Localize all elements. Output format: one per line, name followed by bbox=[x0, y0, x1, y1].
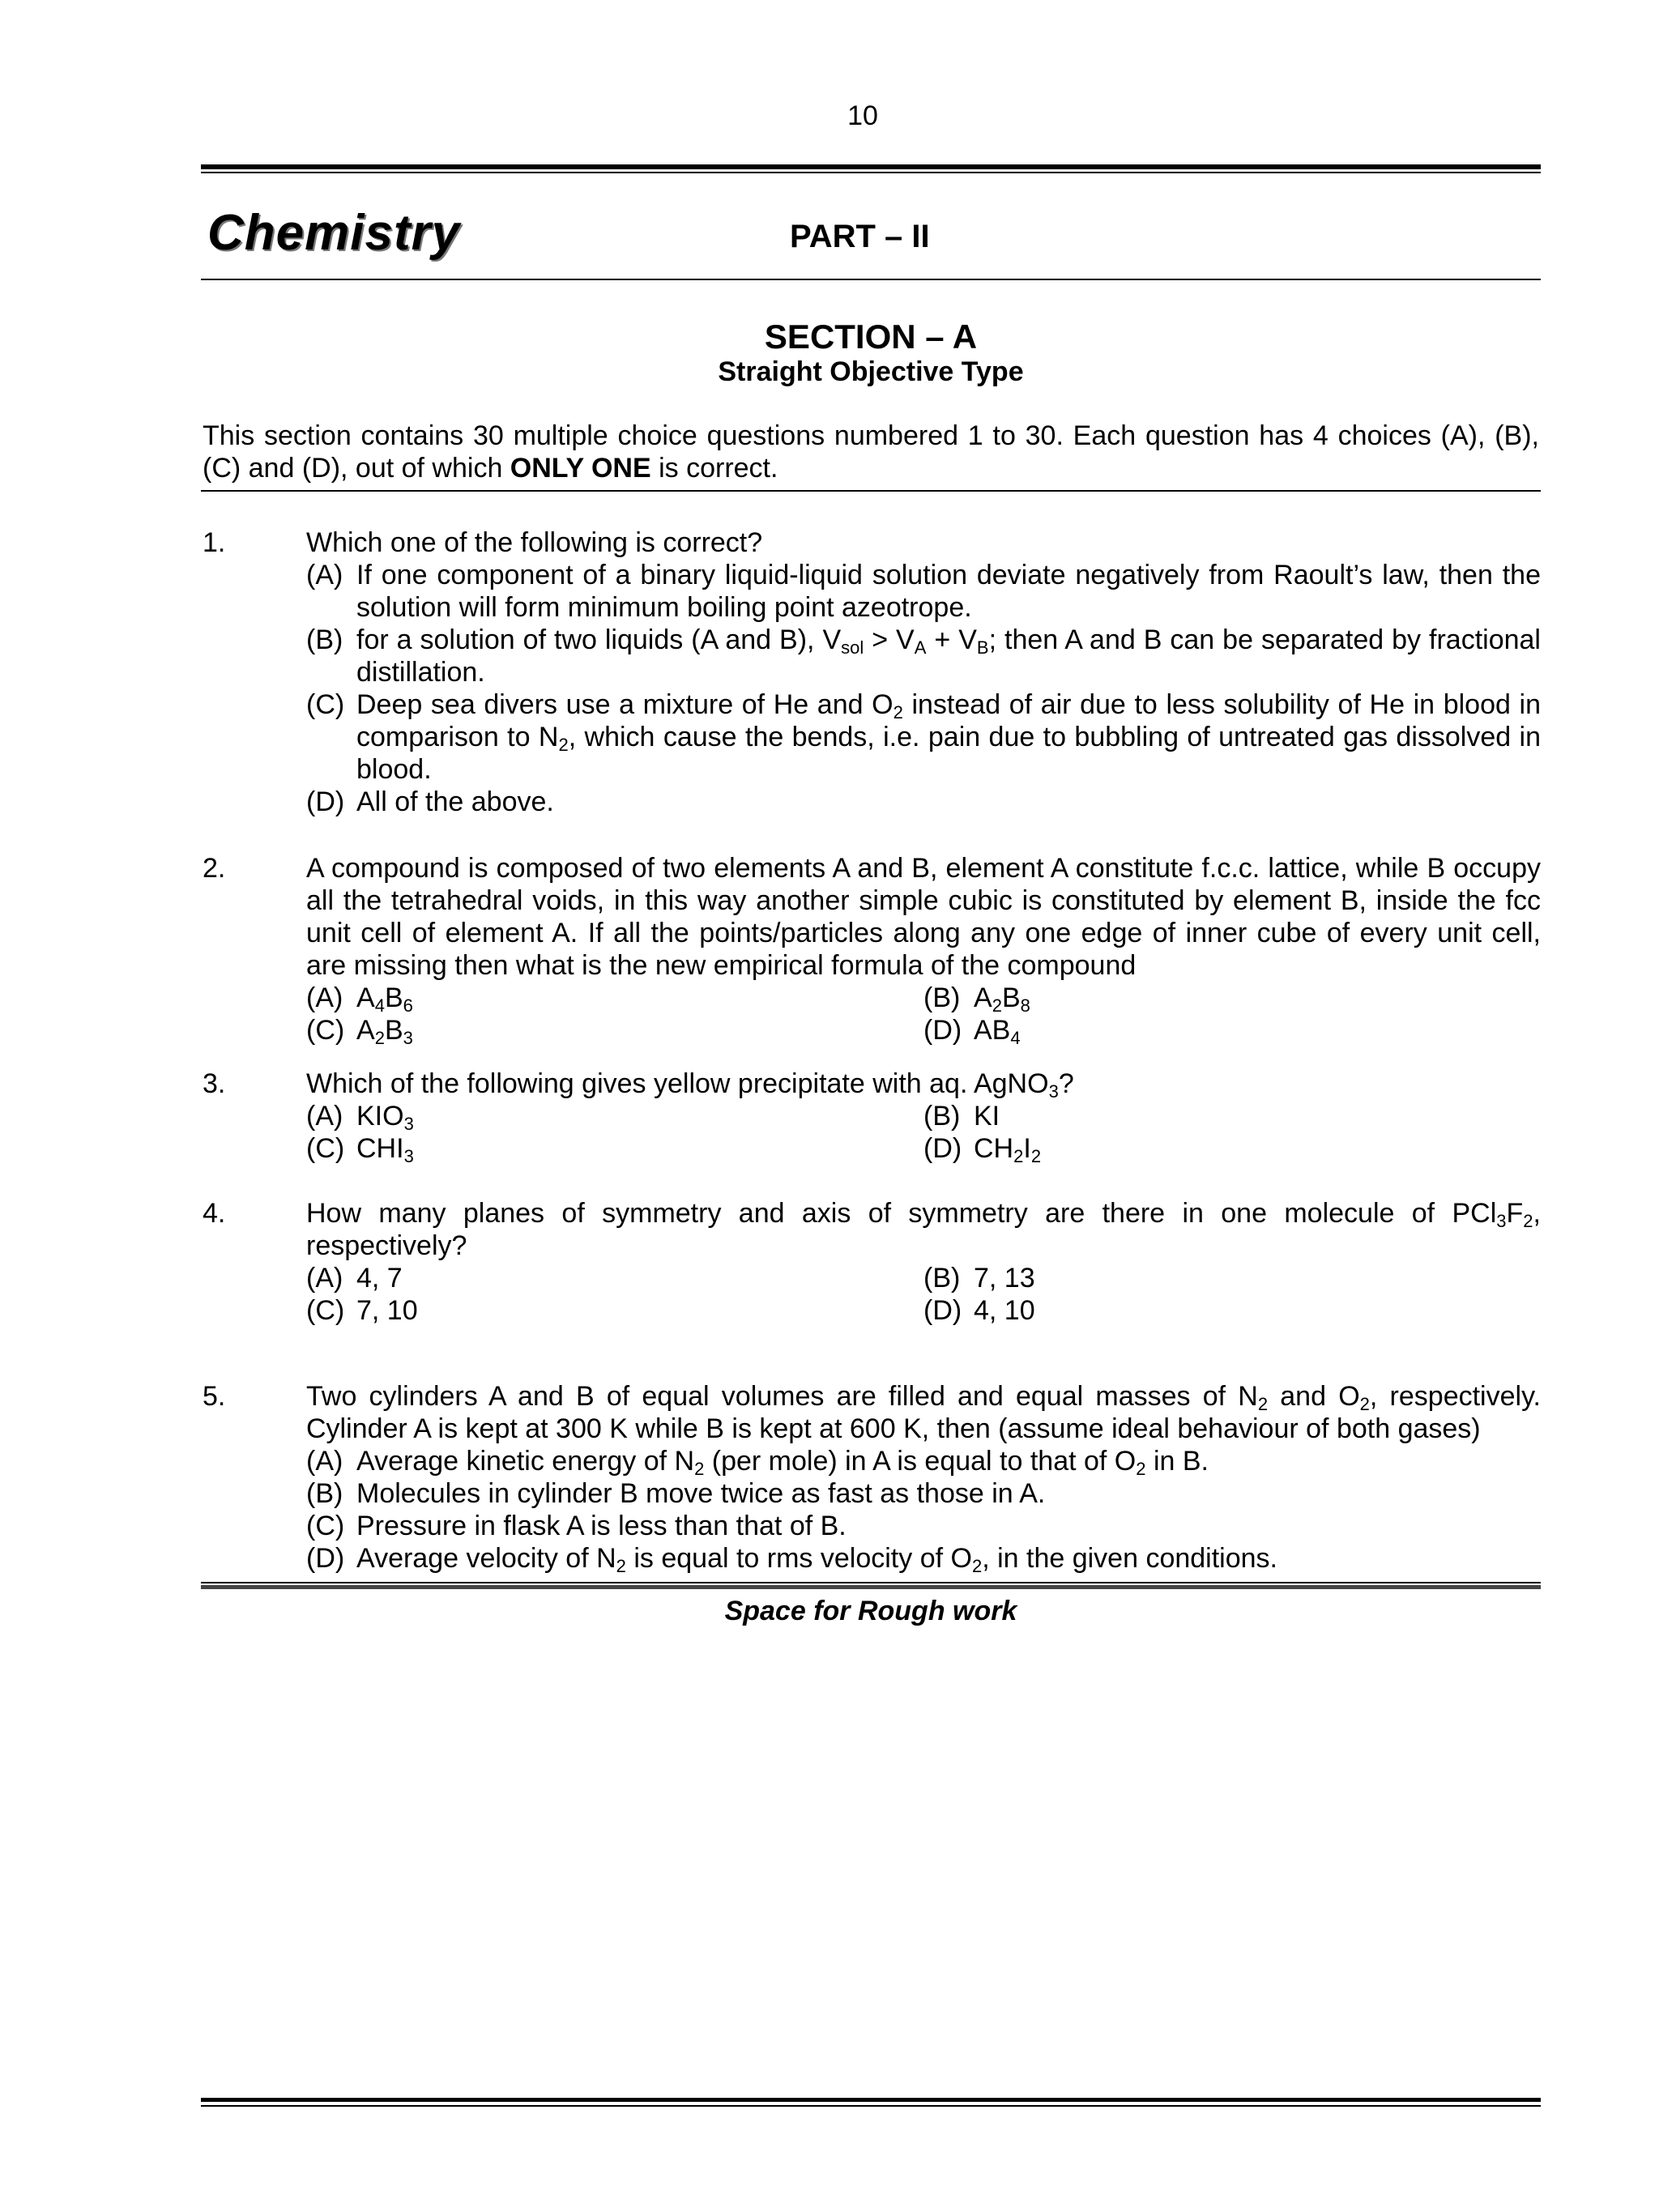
option-d: (D) All of the above. bbox=[306, 786, 554, 817]
options bbox=[306, 559, 1541, 818]
option-a: (A) $KIO_3$ bbox=[306, 1101, 414, 1134]
option-a: (A) Average kinetic energy of $N_2$ (per mole) in A is equal to that of $O_2$ in B. bbox=[306, 1446, 1209, 1479]
option-c: (C) Pressure in flask A is less than that of B. bbox=[306, 1511, 847, 1541]
option-d: (D) $AB_4$ bbox=[923, 1015, 1021, 1048]
options bbox=[306, 1445, 1541, 1575]
option-b: (B) KI bbox=[923, 1101, 1000, 1132]
question-number: 1. bbox=[203, 527, 226, 558]
section-title: SECTION – A bbox=[764, 318, 978, 356]
question-number: 5. bbox=[203, 1381, 226, 1412]
title-rule bbox=[201, 279, 1541, 280]
option-c: (C) 7, 10 bbox=[306, 1295, 418, 1326]
option-b: (B) $A_2B_8$ bbox=[923, 982, 1030, 1016]
section-subtitle: Straight Objective Type bbox=[718, 356, 1024, 387]
page-number: 10 bbox=[847, 100, 878, 131]
rough-work-rule-thick bbox=[201, 1585, 1541, 1589]
option-b: (B) 7, 13 bbox=[923, 1263, 1035, 1294]
question-text: Which one of the following is correct? bbox=[306, 527, 763, 558]
option-c: (C) $CHI_3$ bbox=[306, 1133, 414, 1166]
rough-work-rule bbox=[201, 1582, 1541, 1583]
instructions-emphasis: ONLY ONE bbox=[510, 453, 651, 484]
option-d: (D) Average velocity of $N_2$ is equal to rms velocity of $O_2$, in the given conditions. bbox=[306, 1543, 1277, 1576]
question-text: Which of the following gives yellow precipitate with aq. AgNO$_3$? bbox=[306, 1068, 1074, 1102]
option-b: (B) for a solution of two liquids (A and B), $V_{sol} > V_A + V_B$; then A and B can be separated by fractional distillation. bbox=[306, 624, 1541, 688]
options bbox=[306, 1100, 1541, 1165]
options bbox=[306, 1262, 1541, 1327]
footer-rule-thin bbox=[201, 2105, 1541, 2107]
instructions: This section contains 30 multiple choice questions numbered 1 to 30. Each question has 4 choices (A), (B), (C) and (D), out of which ONLY ONE is correct. bbox=[203, 420, 1539, 484]
option-c: (C) $A_2B_3$ bbox=[306, 1015, 413, 1048]
rough-work-label: Space for Rough work bbox=[724, 1596, 1017, 1626]
part-label: PART – II bbox=[790, 219, 930, 254]
option-a: (A) 4, 7 bbox=[306, 1263, 403, 1294]
question-text: How many planes of symmetry and axis of symmetry are there in one molecule of $PCl_3F_2$, respectively? bbox=[306, 1198, 1541, 1261]
question-number: 4. bbox=[203, 1198, 226, 1229]
header-rule bbox=[201, 164, 1541, 169]
option-b: (B) Molecules in cylinder B move twice as fast as those in A. bbox=[306, 1478, 1046, 1509]
question-text: A compound is composed of two elements A and B, element A constitute f.c.c. lattice, while B occupy all the tetrahedral voids, in this way another simple cubic is constituted by element B, inside the fcc unit cell of element A. If all the points/particles along any one edge of inner cube of every unit cell, are missing then what is the new empirical formula of the compound bbox=[306, 853, 1541, 981]
option-d: (D) 4, 10 bbox=[923, 1295, 1035, 1326]
option-a: (A) $A_4B_6$ bbox=[306, 982, 413, 1016]
option-a: (A) If one component of a binary liquid-liquid solution deviate negatively from Raoult’s law, then the solution will form minimum boiling point azeotrope. bbox=[306, 560, 1541, 623]
footer-rule bbox=[201, 2098, 1541, 2102]
subject-title: Chemistry bbox=[207, 205, 461, 261]
option-d: (D) $CH_2I_2$ bbox=[923, 1133, 1042, 1166]
instructions-rule bbox=[201, 490, 1541, 492]
option-c: (C) Deep sea divers use a mixture of He and $O_2$ instead of air due to less solubility of He in blood in comparison to $N_2$, which cause the bends, i.e. pain due to bubbling of untreated gas dissolved in blood. bbox=[306, 689, 1542, 785]
question-number: 3. bbox=[203, 1068, 226, 1099]
options bbox=[306, 982, 1541, 1046]
header-rule-thin bbox=[201, 172, 1541, 173]
question-text: Two cylinders A and B of equal volumes are filled and equal masses of $N_2$ and $O_2$, respectively. Cylinder A is kept at 300 K while B is kept at 600 K, then (assume ideal behaviour of both gases) bbox=[306, 1381, 1541, 1444]
question-number: 2. bbox=[203, 853, 226, 884]
